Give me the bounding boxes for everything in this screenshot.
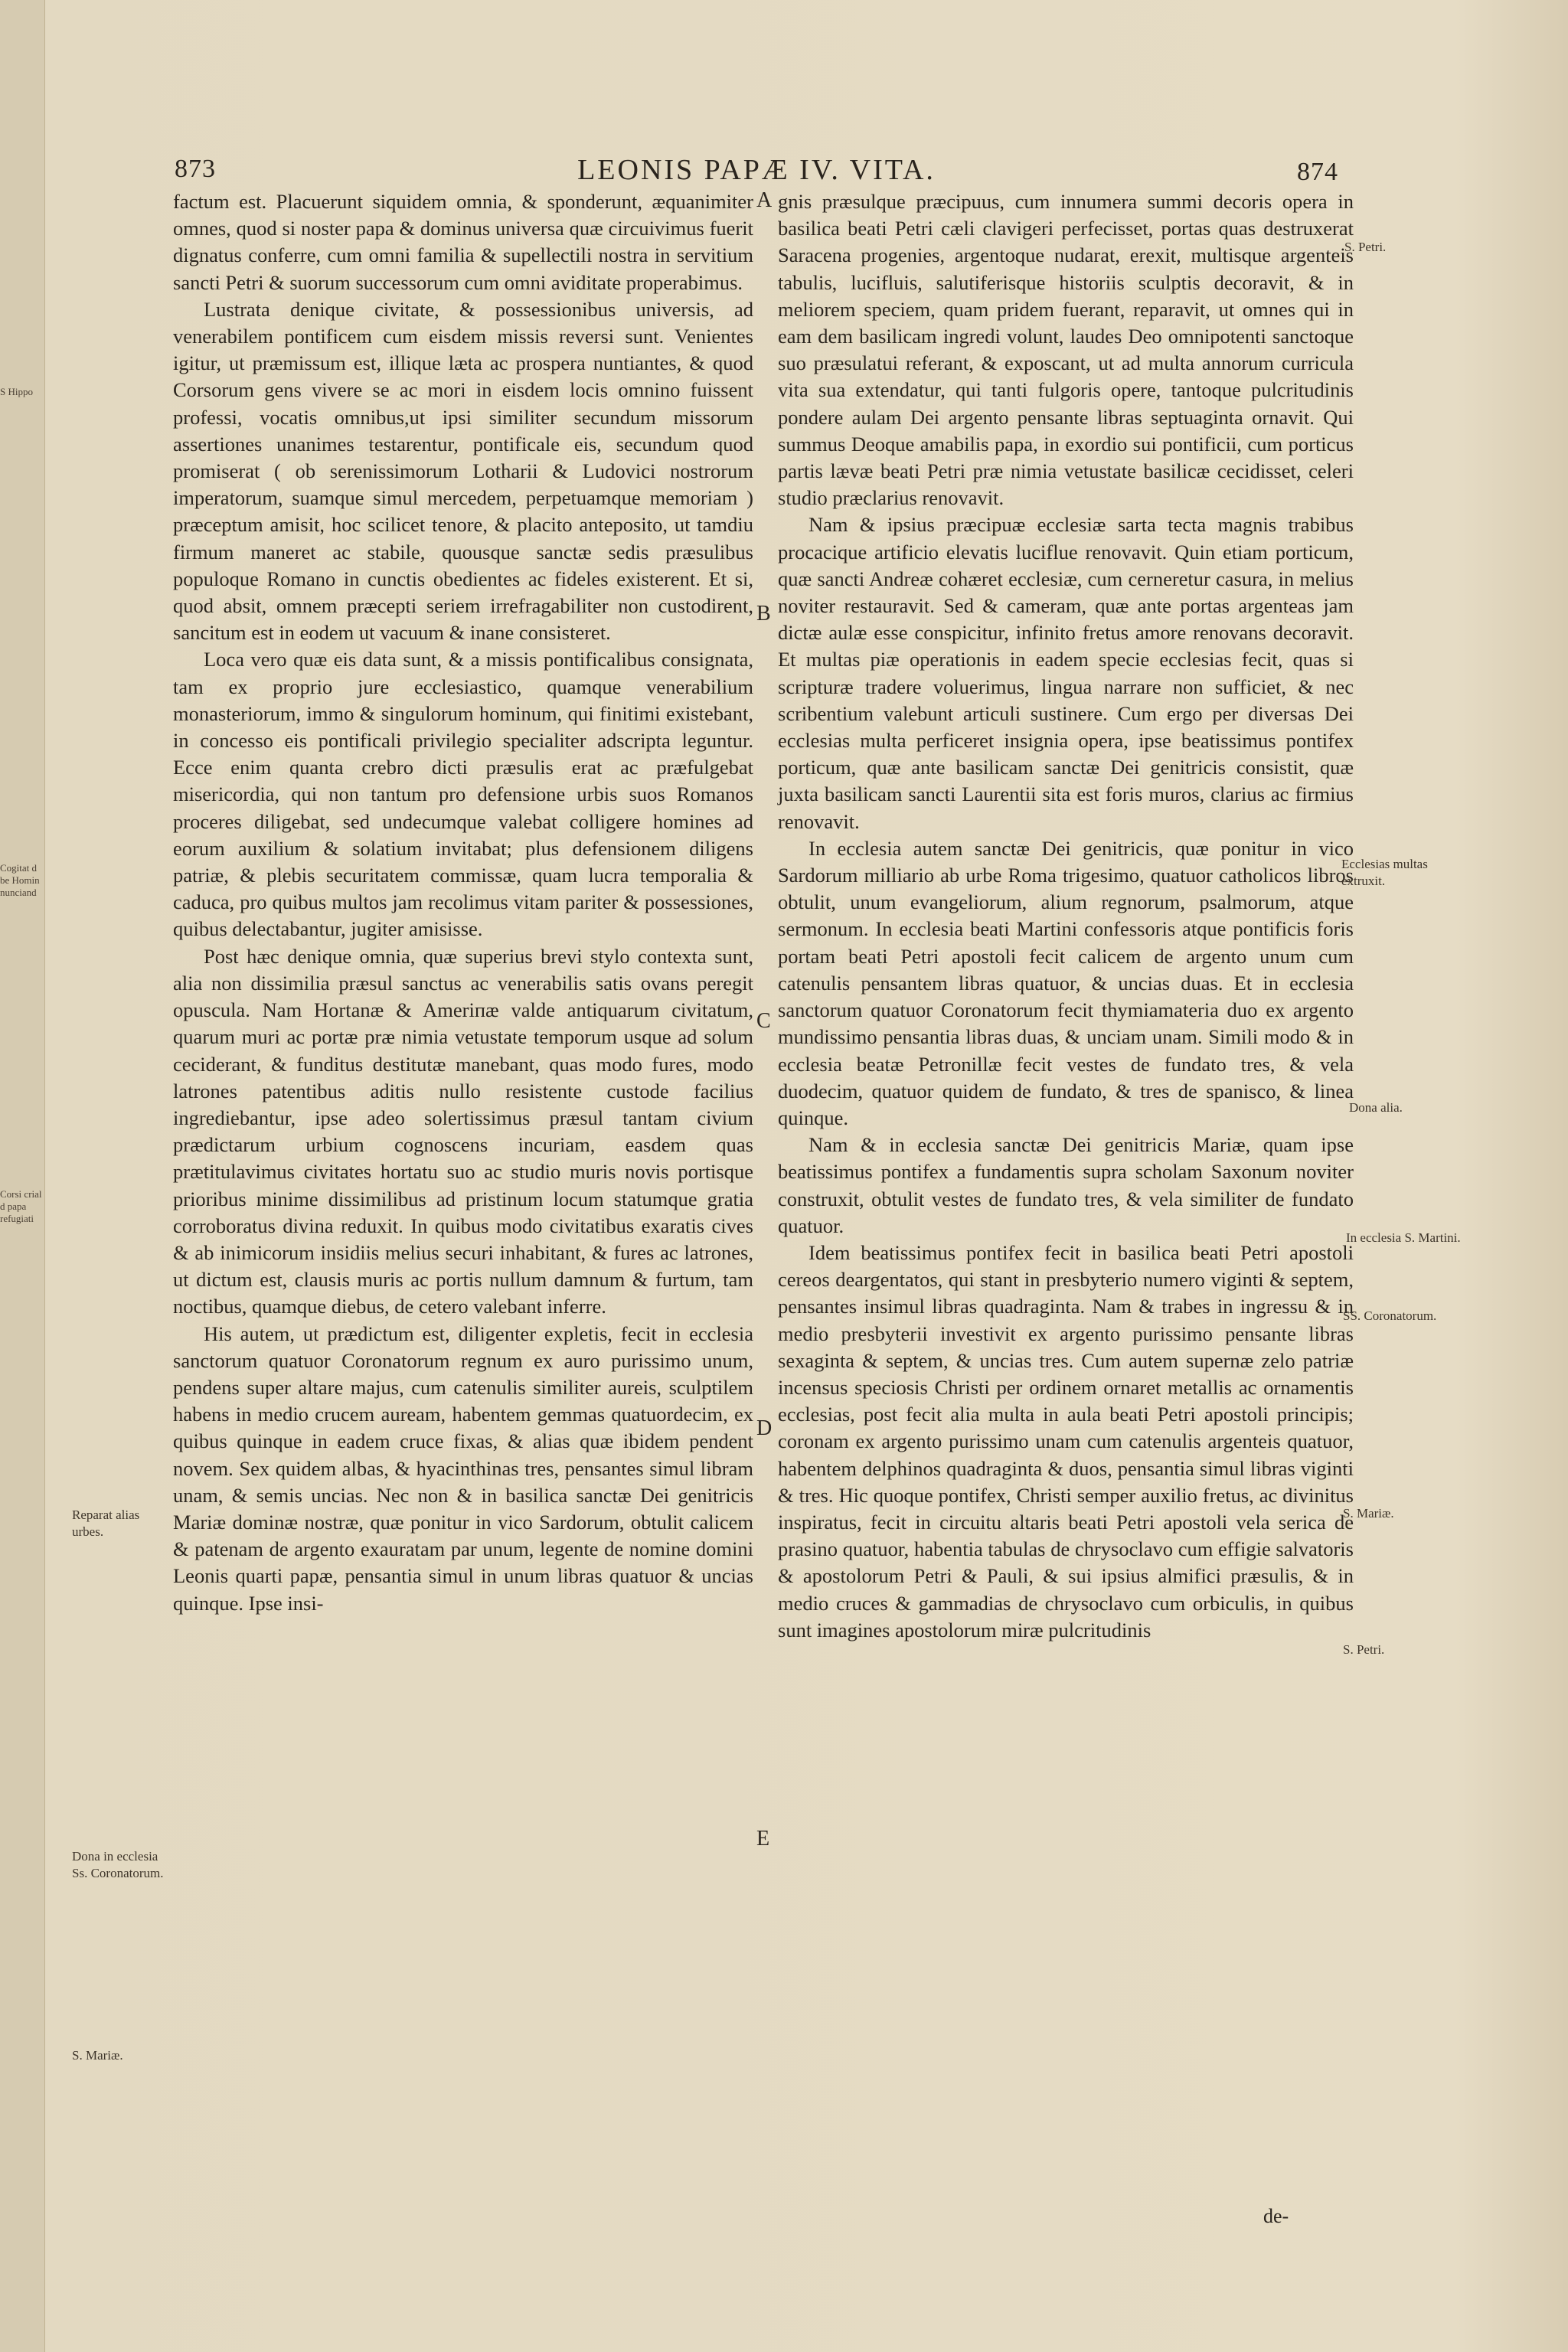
margin-note: Ecclesias multas extruxit. xyxy=(1341,857,1428,888)
paragraph: Post hæc denique omnia, quæ superius brevi stylo contexta sunt, alia non dissimilia præsul sanctus ac venerabilis satis ovans peregit opuscula. Nam Hortanæ & Ameriпæ valde antiquarum civitatum, quarum muri ac portæ præ nimia vetustate temporum usque ad solum ceciderant, & funditus destitutæ manebant, quas modo fures, modo latrones patentibus aditis nullo resistente custode facilius ingrediebantur, ipse adeo solertissimus præsul tantam civium prædictarum urbium cognoscens incuriam, easdem quas prætitulavimus civitates hortatu suo ac studio muris novis portisque prioribus minime dissimilibus ad pristinum locum statumque gratia corroboratus divina reduxit. In quibus modo civitatibus exaratis cives & ab inimicorum insidiis melius securi inhabitant, & fures ac latrones, ut dictum est, clausis muris ac portis nullum damnum & furtum, tam noctibus, quamque diebus, de cetero valebant inferre. xyxy=(173,944,753,1318)
strip-note: Corsi crial d papa refugiati xyxy=(0,1188,42,1224)
margin-note: Dona in ecclesia Ss. Coronatorum. xyxy=(72,1849,164,1880)
strip-note: S Hippo xyxy=(0,386,33,397)
margin-note: In ecclesia S. Martini. xyxy=(1346,1230,1461,1245)
section-marker: B xyxy=(756,602,771,626)
running-header xyxy=(175,150,1338,188)
paragraph: His autem, ut prædictum est, diligenter expletis, fecit in ecclesia sanctorum quatuor Coronatorum regnum ex auro purissimo unum, pendens super altare majus, cum catenulis similiter aureis, sculptilem habens in medio crucem auream, habentem gemmas quatuordecim, ex quibus quinque in eadem cruce fixas, & alias quæ ibidem pendent novem. Sex quidem albas, & hyacinthinas tres, pensantes simul libram unam, & semis uncias. Nec non & in basilica sanctæ Dei genitricis Mariæ dominæ nostræ, quæ ponitur in vico Sardorum, obtulit calicem & patenam de argento exauratam par unum, legente de nomine domini Leonis quarti papæ, pensantia simul in unum libras quatuor & uncias quinque. Ipse insi- xyxy=(173,1321,753,1615)
paragraph: Lustrata denique civitate, & possessionibus universis, ad venerabilem pontificem cum eisdem missis reversi sunt. Venientes igitur, ut præmissum est, illique læta ac prospera nuntiantes, & quod Corsorum gens vivere se ac mori in eisdem locis omnino fuissent professi, vocatis omnibus,ut ipsi similiter secundum missorum assertiones unanimes testarentur, pontificale eis, secundum quod promiserat ( ob serenissimorum Lotharii & Ludovici nostrorum imperatorum, suamque simul mercedem, perpetuamque memoriam ) præceptum amisit, hoc scilicet tenore, & placito anteposito, ut tamdiu firmum maneret ac stabile, quousque sanctæ sedis præsulibus populoque Romano in cunctis obedientes ac fideles existerent. Et si, quod absit, omnem præcepti seriem irrefragabiliter non custodirent, sancitum est in eodem ut vacuum & inane consisteret. xyxy=(173,297,753,645)
margin-note: S. Petri. xyxy=(1343,1642,1385,1657)
margin-note: Dona alia. xyxy=(1349,1100,1403,1115)
page-number-left: 873 xyxy=(175,155,216,183)
section-marker: E xyxy=(756,1827,770,1851)
section-marker: D xyxy=(756,1416,773,1440)
margin-note: SS. Coronatorum. xyxy=(1343,1308,1437,1323)
strip-note: Cogitat d be Homin nunciand xyxy=(0,862,40,898)
paragraph: In ecclesia autem sanctæ Dei genitricis, quæ ponitur in vico Sardorum milliario ab urbe Roma trigesimo, quatuor catholicos libros obtulit, unum evangeliorum, alium regnorum, psalmorum, atque sermonum. In ecclesia beati Martini confessoris atque pontificis foris portam beati Petri apostoli fecit calicem de argento unum cum catenulis pensantem libras quatuor, & uncias duas. Et in ecclesia sanctorum quatuor Coronatorum fecit thymiamateria duo ex argento mundissimo pensantia libras duas, & unciam unam. Simili modo & in ecclesia beatæ Petronillæ fecit vestes de fundato tres, & vela duodecim, quatuor quidem de fundato, & tres de spanisco, & linea quinque. xyxy=(778,836,1354,1129)
margin-note: S. Petri. xyxy=(1344,240,1387,254)
margin-note: S. Mariæ. xyxy=(72,2048,123,2063)
margin-note: Reparat alias urbes. xyxy=(72,1508,140,1539)
paragraph: Nam & in ecclesia sanctæ Dei genitricis Mariæ, quam ipse beatissimus pontifex a fundamentis supra scholam Saxonum noviter construxit, obtulit vestes de fundato tres, & vela similiter de fundato quatuor. xyxy=(778,1133,1354,1237)
catchword: de- xyxy=(1263,2205,1289,2227)
paragraph: gnis præsulque præcipuus, cum innumera summi decoris opera in basilica beati Petri cæli clavigeri perfecisset, portas quas destruxerat Saracena progenies, argentoque nudarat, erexit, multisque argenteis tabulis, lucifluis, salutiferisque historiis sculptis decoravit, & in meliorem speciem, quam pridem fuerant, reparavit, ut omnes qui in eam dem basilicam ingredi volunt, laudes Deo omnipotenti sanctoque suo præsulatui referant, & exposcant, ut ad multa annorum curricula vita sua extendatur, qui tanti fulgoris opere, tantoque pulcritudinis pondere aulam Dei argento pensante libras septuaginta ornavit. Qui summus Deoque amabilis papa, in exordio sui pontificii, cum porticus partis lævæ beati Petri præ nimia vetustate basilicæ cecidisset, celeri studio præclarius renovavit. xyxy=(778,190,1354,510)
page-number-right: 874 xyxy=(1297,158,1338,186)
section-marker: A xyxy=(756,188,773,212)
margin-note: S. Mariæ. xyxy=(1343,1506,1394,1521)
left-text-column xyxy=(173,188,753,1617)
running-title: LEONIS PAPÆ IV. VITA. xyxy=(577,154,936,186)
paragraph: Idem beatissimus pontifex fecit in basilica beati Petri apostoli cereos deargentatos, qui stant in presbyterio numero viginti & septem, pensantes insimul libras quadraginta. Nam & trabes in ingressu & in medio presbyterii investivit ex argento purissimo pensante libras sexaginta & septem, & uncias tres. Cum autem supernæ zelo patriæ incensus speciosis Christi per ordinem ornaret metallis ac ornamentis ecclesias, post fecit alia multa in aula beati Petri apostoli principis; coronam ex argento purissimo unam cum catenulis argenteis quatuor, habentem delphinos quadraginta & duos, pensantia simul libras viginti & tres. Hic quoque pontifex, Christi semper auxilio fretus, ac divinitus inspiratus, fecit in circuitu altaris beati Petri apostoli vela serica de prasino quatuor, habentia tabulas de chrysoclavo cum effigie salvatoris & apostolorum Petri & Pauli, & sui ipsius almifici præsulis, & in medio cruces & gammadias de chrysoclavo cum orbiculis, in quibus sunt imagines apostolorum miræ pulcritudinis xyxy=(778,1240,1354,1642)
adjacent-page-edge xyxy=(0,0,45,2352)
paragraph: Nam & ipsius præcipuæ ecclesiæ sarta tecta magnis trabibus procacique artificio elevatis luciflue renovavit. Quin etiam porticum, quæ sancti Andreæ cohæret ecclesiæ, cum cerneretur casura, in melius noviter restauravit. Sed & cameram, quæ ante portas argenteas jam dictæ aulæ esse conspicitur, infinito fretus amore renovans decoravit. Et multas piæ operationis in eadem specie ecclesias fecit, quas si scripturæ tradere voluerimus, lingua narrare non sufficiet, & nec scribentium valebunt articuli sustinere. Cum ergo per diversas Dei ecclesias multa perficeret insignia opera, ipse beatissimus pontifex porticum, quæ ante basilicam sanctæ Dei genitricis consistit, quæ juxta basilicam sancti Laurentii sita est foris muros, clarius ac firmius renovavit. xyxy=(778,513,1354,833)
paragraph: factum est. Placuerunt siquidem omnia, & sponderunt, æquanimiter omnes, quod si noster papa & dominus universa quæ circuivimus fuerit dignatus conferre, cum omni familia & supellectili nostra in servitium sancti Petri & suorum successorum cum omni aviditate properabimus. xyxy=(173,190,753,294)
paragraph: Loca vero quæ eis data sunt, & a missis pontificalibus consignata, tam ex proprio jure ecclesiastico, quamque venerabilium monasteriorum, immo & singulorum hominum, qui finitimi existebant, in concesso eis pontificali privilegio specialiter adscripta leguntur. Ecce enim quanta crebro dicti præsulis erat ac præfulgebat misericordia, qui non tantum pro defensione urbis suos Romanos proceres diligebat, sed undecumque valebat colligere homines ad eorum auxilium & solatium invitabat; plus defensionem diligens patriæ, & plebis securitatem commissæ, quam lucra temporalia & caduca, pro quibus multos jam recolimus vitam pariter & possessiones, quibus delectabantur, jugiter amisisse. xyxy=(173,648,753,941)
right-text-column xyxy=(778,188,1354,1644)
section-marker: C xyxy=(756,1009,771,1033)
